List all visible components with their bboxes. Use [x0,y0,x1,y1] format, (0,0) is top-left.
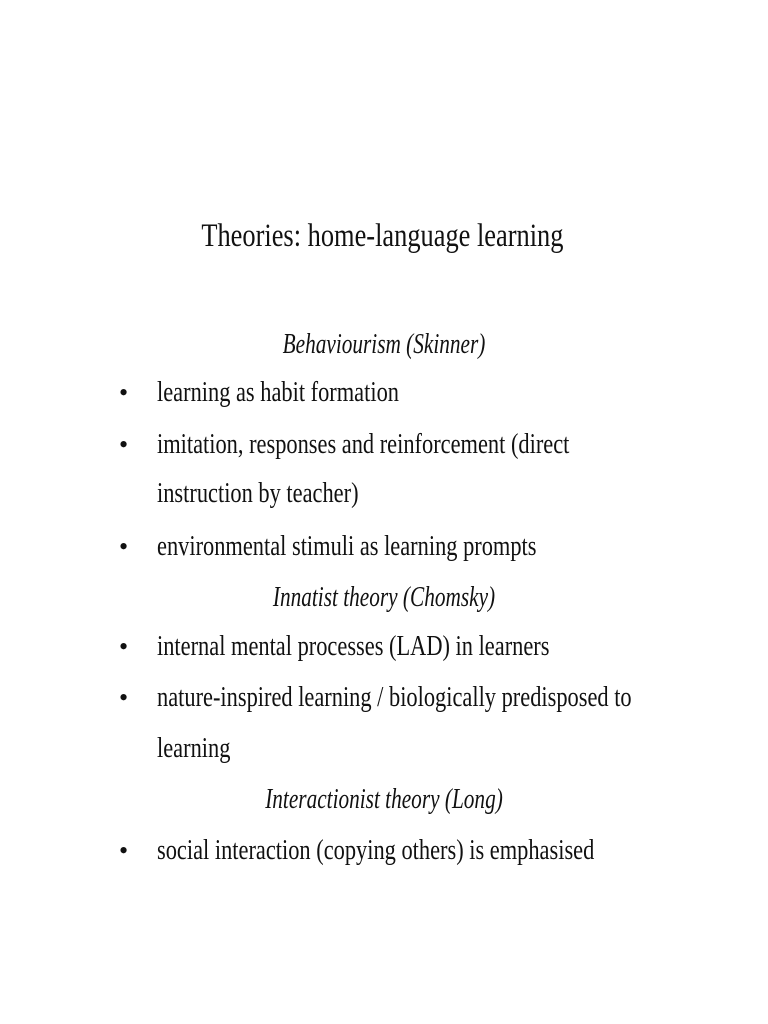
list-item-text-continued: learning [157,733,231,764]
bullet-icon: • [119,378,129,407]
list-item-text: environmental stimuli as learning prompts [157,531,537,562]
list-item-text: social interaction (copying others) is emphasised [157,835,595,866]
section-heading-innatist: Innatist theory (Chomsky) [272,582,496,613]
section-heading-behaviourism: Behaviourism (Skinner) [282,329,486,360]
section-heading-interactionist: Interactionist theory (Long) [265,784,503,815]
list-item-text: learning as habit formation [157,377,399,408]
list-item-text-continued: instruction by teacher) [157,478,359,509]
bullet-icon: • [119,683,129,712]
bullet-icon: • [119,836,129,865]
bullet-icon: • [119,532,129,561]
list-item-text: internal mental processes (LAD) in learners [157,631,550,662]
list-item-text: imitation, responses and reinforcement (direct [157,429,570,460]
bullet-icon: • [119,430,129,459]
list-item-text: nature-inspired learning / biologically predisposed to [157,682,632,713]
slide-title: Theories: home-language learning [201,218,564,254]
bullet-icon: • [119,632,129,661]
